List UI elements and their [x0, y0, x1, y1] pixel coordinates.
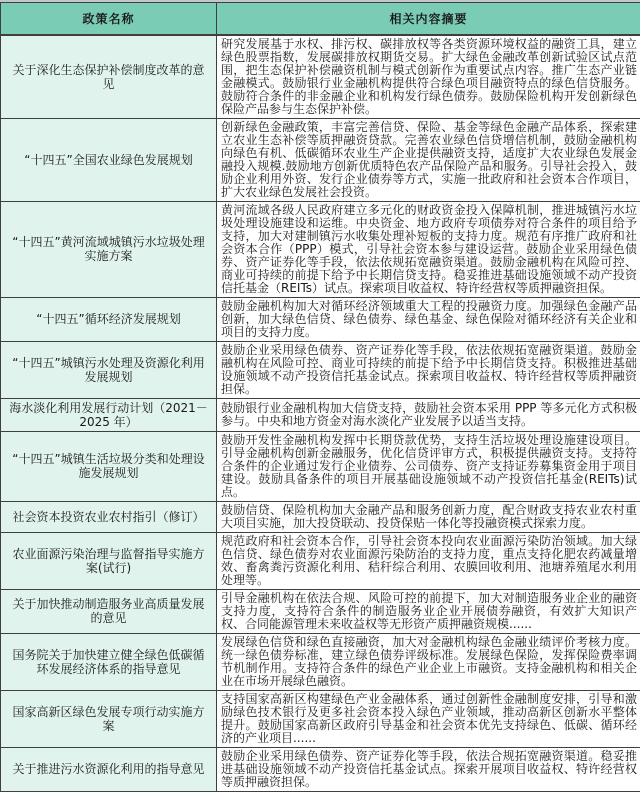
header-policy-name: 政策名称: [1, 3, 217, 35]
policy-cell: “十四五”全国农业绿色发展规划: [1, 118, 217, 201]
policy-cell: “十四五”城镇污水处理及资源化利用发展规划: [1, 341, 217, 398]
summary-cell: 鼓励企业采用绿色债券、资产证券化等手段，依法合规拓宽融资渠道。稳妥推进基础设施领域不动产投资信托基金试点。探索开展项目收益权、特许经营权等质押融资担保。: [217, 747, 640, 791]
table-row: [1, 589, 640, 633]
policy-cell: 社会资本投资农业农村指引（修订）: [1, 501, 217, 532]
policy-cell: “十四五”循环经济发展规划: [1, 297, 217, 341]
policy-cell: 关于深化生态保护补偿制度改革的意见: [1, 35, 217, 119]
table-row: [1, 118, 640, 201]
policy-cell: “十四五”黄河流域城镇污水垃圾处理实施方案: [1, 201, 217, 297]
summary-cell: 鼓励开发性金融机构发挥中长期贷款优势，支持生活垃圾处理设施建设项目。引导金融机构创新金融服务，优化信贷评审方式，积极提供融资支持。支持符合条件的企业通过发行企业债券、公司债券、资产支持证券募集资金用于项目建设。鼓励具备条件的项目开展基础设施领域不动产投资信托基金(REITs)试点。: [217, 431, 640, 501]
summary-cell: 研究发展基于水权、排污权、碳排放权等各类资源环境权益的融资工具，建立绿色股票指数，发展碳排放权期货交易。扩大绿色金融改革创新试验区试点范围，把生态保护补偿融资机制与模式创新作为重要试点内容。推广生态产业链金融模式。鼓励银行业金融机构提供符合绿色项目融资特点的绿色信贷服务。鼓励符合条件的非金融企业和机构发行绿色债券。鼓励保险机构开发创新绿色保险产品参与生态保护补偿。: [217, 35, 640, 119]
table-row: [1, 398, 640, 431]
policy-cell: 国家高新区绿色发展专项行动实施方案: [1, 690, 217, 747]
table-header: [1, 3, 640, 35]
table-row: [1, 633, 640, 690]
summary-cell: 规范政府和社会资本合作，引导社会资本投向农业面源污染防治领域。加大绿色信贷、绿色债券对农业面源污染防治的支持力度，重点支持化肥农药减量增效、畜禽粪污资源化利用、秸秆综合利用、农膜回收利用、池塘养殖尾水利用处理等。: [217, 532, 640, 589]
table-row: [1, 297, 640, 341]
table-row: [1, 501, 640, 532]
summary-cell: 鼓励信贷、保险机构加大金融产品和服务创新力度，配合财政支持农业农村重大项目实施，加大投贷联动、投贷保贴一体化等投融资模式探索力度。: [217, 501, 640, 532]
table-row: [1, 690, 640, 747]
policy-cell: “十四五”城镇生活垃圾分类和处理设施发展规划: [1, 431, 217, 501]
summary-cell: 黄河流域各级人民政府建立多元化的财政资金投入保障机制，推进城镇污水垃圾处理设施建设和运维。中央资金、地方政府专项债券对符合条件的项目给予支持，加大对建制镇污水收集处理补短板的支持力度。规范有序推广政府和社会资本合作（PPP）模式，引导社会资本参与建设运营。鼓励企业采用绿色债券、资产证券化等手段，依法依规拓宽融资渠道。鼓励金融机构在风险可控、商业可持续的前提下给予中长期信贷支持。稳妥推进基础设施领域不动产投资信托基金（REITs）试点。探索项目收益权、特许经营权等质押融资担保。: [217, 201, 640, 297]
summary-cell: 鼓励银行业金融机构加大信贷支持，鼓励社会资本采用 PPP 等多元化方式积极参与。中央和地方资金对海水淡化产业发展予以适当支持。: [217, 398, 640, 431]
policy-cell: 国务院关于加快建立健全绿色低碳循环发展经济体系的指导意见: [1, 633, 217, 690]
summary-cell: 发展绿色信贷和绿色直接融资，加大对金融机构绿色金融业绩评价考核力度。统一绿色债券标准，建立绿色债券评级标准。发展绿色保险，发挥保险费率调节机制作用。支持符合条件的绿色产业企业上市融资。支持金融机构和相关企业在市场开展绿色融资。: [217, 633, 640, 690]
table-row: [1, 747, 640, 791]
table-body: [1, 35, 640, 792]
summary-cell: 创新绿色金融政策，丰富完善信贷、保险、基金等绿色金融产品体系，探索建立农业生态补偿等质押融资贷款。完善农业绿色信贷增信机制，鼓励金融机构向绿色有机、低碳循环农业生产企业提供融资支持，适度扩大农业绿色发展金融投入规模.鼓励地方创新优质特色农产品保险产品和服务。引导社会投入，鼓励企业利用外资、发行企业债券等方式，实施一批政府和社会资本合作项目，扩大农业绿色发展社会投资。: [217, 118, 640, 201]
policy-cell: 农业面源污染治理与监督指导实施方案(试行): [1, 532, 217, 589]
table-row: [1, 431, 640, 501]
header-row: [1, 3, 640, 35]
policy-cell: 关于推进污水资源化利用的指导意见: [1, 747, 217, 791]
table-row: [1, 35, 640, 119]
summary-cell: 鼓励金融机构加大对循环经济领域重大工程的投融资力度。加强绿色金融产品创新，加大绿色信贷、绿色债券、绿色基金、绿色保险对循环经济有关企业和项目的支持力度。: [217, 297, 640, 341]
summary-cell: 鼓励企业采用绿色债券、资产证券化等手段，依法依规拓宽融资渠道。鼓励金融机构在风险可控、商业可持续的前提下给予中长期信贷支持。积极推进基础设施领域不动产投资信托基金试点。探索项目收益权、特许经营权等质押融资担保。: [217, 341, 640, 398]
table-row: [1, 341, 640, 398]
summary-cell: 支持国家高新区构建绿色产业金融体系，通过创新性金融制度安排，引导和激励绿色技术银行及更多社会资本投入绿色产业领域，推动高新区创新水平整体提升。鼓励国家高新区政府引导基金和社会资本优先支持绿色、低碳、循环经济的产业项目......: [217, 690, 640, 747]
policy-cell: 海水淡化利用发展行动计划（2021－2025 年）: [1, 398, 217, 431]
summary-cell: 引导金融机构在依法合规、风险可控的前提下，加大对制造服务业企业的融资支持力度，支持符合条件的制造服务业企业开展债券融资，有效扩大知识产权、合同能源管理未来收益权等无形资产质押融资规模......: [217, 589, 640, 633]
policy-cell: 关于加快推动制造服务业高质量发展的意见: [1, 589, 217, 633]
header-summary: 相关内容摘要: [217, 3, 640, 35]
table-row: [1, 532, 640, 589]
policy-table: [0, 2, 640, 792]
table-row: [1, 201, 640, 297]
